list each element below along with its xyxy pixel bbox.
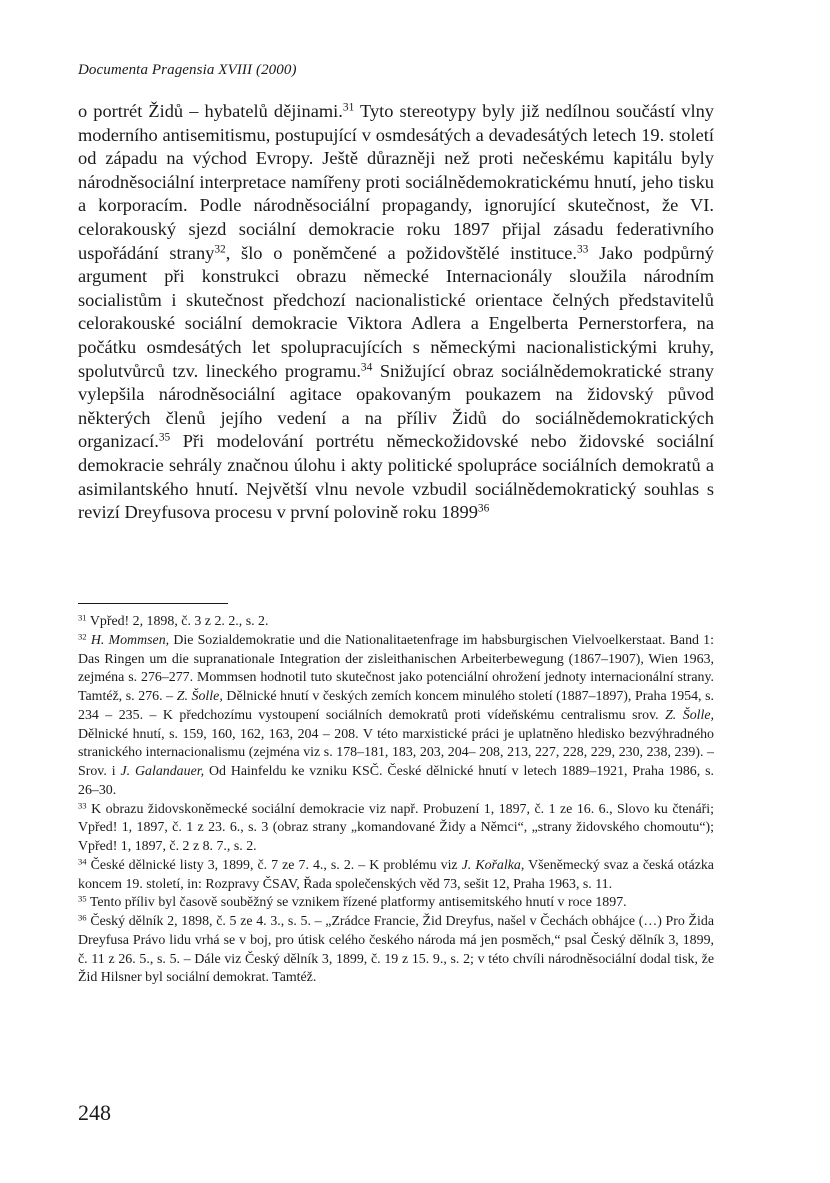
footnote-separator xyxy=(78,603,228,604)
main-text xyxy=(78,100,714,525)
footnote-ref: 36 xyxy=(477,502,490,515)
running-head: Documenta Pragensia XVIII (2000) xyxy=(78,62,297,78)
footnote-31: $^{31}$ Vpřed! 2, 1898, č. 3 z 2. 2., s. 2. xyxy=(78,612,269,629)
footnote-ref: 31 xyxy=(342,101,355,114)
footnote-32: $^{32}$ H. Mommsen, Die Sozialdemokratie und die Nationalitaetenfrage im habsburgischen Vielvoelkerstaat. Band 1: Das Ringen um die supranationale Integration der zisleithanischen Arbeiterbewegung (1867–1907), Wien 1963, zejména s. 276–277. Mommsen hodnotil tuto skutečnost jako potenciální ohrožení jednoty internacionální strany. Tamtéž, s. 276. – Z. Šolle, Dělnické hnutí v českých zemích koncem minulého století (1887–1897), Praha 1954, s. 234 – 235. – K předchozímu vystoupení sociálních demokratů proti vídeňskému centralismu srov. Z. Šolle, Dělnické hnutí, s. 159, 160, 162, 163, 204 – 208. V této marxistické práci je uplatněno hledisko bezvýhradného stranického internacionalismu (zejména viz s. 178–181, 183, 203, 204– 208, 213, 227, 228, 229, 230, 238, 239). – Srov. i J. Galandauer, Od Hainfeldu ke vzniku KSČ. České dělnické hnutí v letech 1889–1921, Praha 1986, s. 26–30. xyxy=(78,631,714,798)
footnote-ref: 33 xyxy=(576,243,589,256)
footnotes xyxy=(78,613,714,988)
footnote-33: $^{33}$ K obrazu židovskoněmecké sociální demokracie viz např. Probuzení 1, 1897, č. 1 ze 16. 6., Slovo ku čtenáři; Vpřed! 1, 1897, č. 1 z 23. 6., s. 3 (obraz strany „komandované Židy a Němci“, „strany židovského chomoutu“); Vpřed! 1, 1897, č. 2 z 8. 7., s. 2. xyxy=(78,799,714,854)
footnote-ref: 34 xyxy=(360,361,373,374)
footnote-34: $^{34}$ České dělnické listy 3, 1899, č. 7 ze 7. 4., s. 2. – K problému viz J. Kořalka, Všeněmecký svaz a česká otázka koncem 19. století, in: Rozpravy ČSAV, Řada společenských věd 73, sešit 12, Praha 1963, s. 11. xyxy=(78,856,714,892)
footnote-36: $^{36}$ Český dělník 2, 1898, č. 5 ze 4. 3., s. 5. – „Zrádce Francie, Žid Dreyfus, našel v Čechách obhájce (…) Pro Žida Dreyfusa Právo lidu vrhá se v boj, pro útisk celého českého národa má jen posměch,“ psal Český dělník 3, 1899, č. 11 z 26. 5., s. 5. – Dále viz Český dělník 3, 1899, č. 19 z 15. 9., s. 2; v této chvíli národněsociální dodal tisk, že Žid Hilsner byl sociální demokrat. Tamtéž. xyxy=(78,912,714,986)
footnote-35: $^{35}$ Tento příliv byl časově souběžný se vznikem řízené platformy antisemitského hnutí v roce 1897. xyxy=(78,893,627,911)
page-number: 248 xyxy=(78,1100,111,1125)
footnote-ref: 32 xyxy=(214,243,226,256)
footnote-ref: 35 xyxy=(158,432,171,445)
book-page xyxy=(78,0,714,1183)
main-paragraph: o portrét Židů – hybatelů dějinami.$^{31}$ Tyto stereotypy byly již nedílnou součástí vlny moderního antisemitismu, postupující v osmdesátých a devadesátých letech 19. století od západu na východ Evropy. Ještě důrazněji než proti nečeskému kapitálu byly národněsociální interpretace namířeny proti sociálnědemokratickému hnutí, jeho tisku a korporacím. Podle národněsociální propagandy, ignorující skutečnost, že VI. celorakouský sjezd sociální demokracie roku 1897 přijal zásadu federativního uspořádání strany$^{32}$, šlo o poněmčené a požidovštělé instituce.$^{33}$ Jako podpůrný argument při konstrukci obrazu německé Internacionály sloužila národním socialistům i skutečnost předchozí nacionalistické orientace čelných představitelů celorakouské sociální demokracie Viktora Adlera a Engelberta Pernerstorfera, na počátku osmdesátých let spolupracujících s německými nacionalistickými kruhy, spolutvůrců tzv. lineckého programu.$^{34}$ Snižující obraz sociálnědemokratické strany vylepšila národněsociální agitace opakovaným poukazem na židovský původ některých členů jejího vedení a na příliv Židů do sociálnědemokratických organizací.$^{35}$ Při modelování portrétu německožidovské nebo židovské sociální demokracie sehrály značnou úlohu i akty politické spolupráce sociálních demokratů a asimilantského hnutí. Největší vlnu nevole vzbudil sociálnědemokratický souhlas s revizí Dreyfusova procesu v první polovině roku 1899$^{36}$ xyxy=(78,101,714,523)
